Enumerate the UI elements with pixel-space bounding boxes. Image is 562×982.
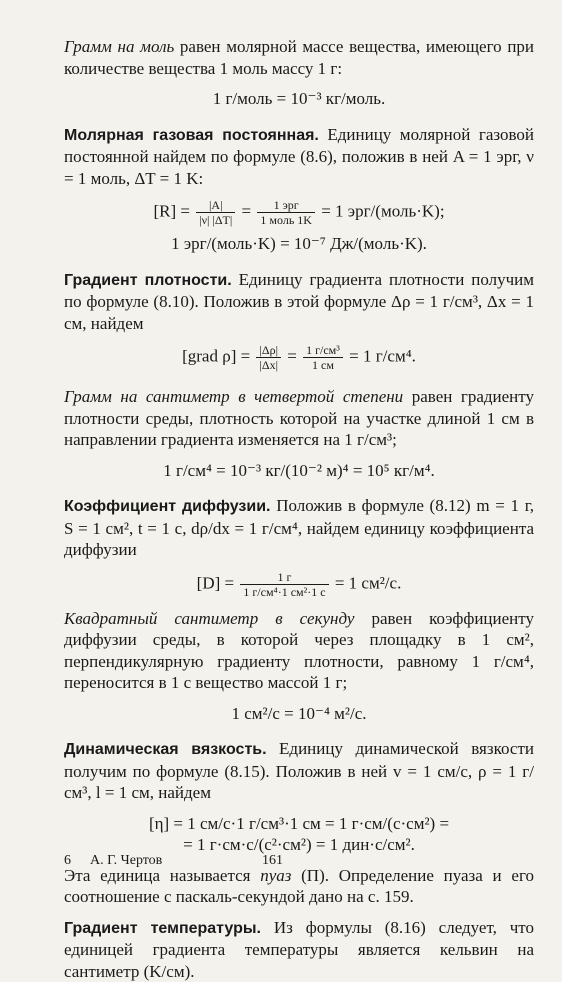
- paragraph-text: Единицу градиента плотности получим по формуле (8.10). Положив в этой формуле Δρ = 1 г/см³, Δx = 1 см, найдем: [64, 270, 534, 333]
- formula-cm2-per-second: 1 см²/с = 10⁻⁴ м²/с.: [64, 703, 534, 725]
- heading-viscosity: Динамическая вязкость.: [64, 741, 267, 758]
- fraction-denominator: 1 г/см⁴·1 см²·1 с: [240, 585, 328, 599]
- formula-part: [R] =: [153, 201, 190, 220]
- paragraph-text: Единицу динамической вязкости получим по формуле (8.15). Положив в ней v = 1 см/с, ρ = 1 г/см³, l = 1 см, найдем: [64, 739, 534, 802]
- formula-part: = 1 эрг/(моль·K);: [321, 201, 444, 220]
- formula-part: [grad ρ] =: [182, 346, 250, 365]
- heading-density-gradient: Градиент плотности.: [64, 272, 232, 289]
- paragraph-gas-constant: [64, 124, 534, 190]
- paragraph-text: равен молярной массе вещества, имеющего при количестве вещества 1 моль массу 1 г:: [64, 37, 534, 78]
- fraction-denominator: |Δx|: [256, 358, 281, 372]
- paragraph-diffusion: [64, 495, 534, 561]
- formula-part: [D] =: [197, 573, 234, 592]
- formula-part: =: [287, 346, 297, 365]
- paragraph-text: Единицу молярной газовой постоянной найдем по формуле (8.6), положив в ней A = 1 эрг, ν = 1 моль, ΔT = 1 K:: [64, 125, 534, 188]
- paragraph-text: равен коэффициенту диффузии среды, в которой через площадку в 1 см², перпендикулярную градиенту плотности, равному 1 г/см⁴, переносится в 1 с вещество массой 1 г;: [64, 609, 534, 693]
- formula-diffusion: [64, 570, 534, 599]
- paragraph-text: равен градиенту плотности среды, плотность которой на участке длиной 1 см в направлении градиента изменяется на 1 г/см³;: [64, 387, 534, 449]
- fraction: [240, 570, 328, 599]
- formula-viscosity-2: = 1 г·см·с/(с²·см²) = 1 дин·с/см².: [64, 834, 534, 856]
- fraction-numerator: |A|: [196, 198, 235, 213]
- heading-gas-constant: Молярная газовая постоянная.: [64, 127, 319, 144]
- heading-diffusion: Коэффициент диффузии.: [64, 498, 271, 515]
- fraction: [196, 198, 235, 227]
- paragraph-gram-per-mole: [64, 36, 534, 79]
- formula-viscosity-1: [η] = 1 см/с·1 г/см³·1 см = 1 г·см/(с·см²) =: [64, 813, 534, 835]
- paragraph-gram-per-cm4: [64, 386, 534, 451]
- paragraph-text: Положив в формуле (8.12) m = 1 г, S = 1 см², t = 1 с, dρ/dx = 1 г/см⁴, найдем единицу коэффициента диффузии: [64, 496, 534, 559]
- formula-gram-per-cm4: 1 г/см⁴ = 10⁻³ кг/(10⁻² м)⁴ = 10⁵ кг/м⁴.: [64, 460, 534, 482]
- fraction-numerator: |Δρ|: [256, 343, 281, 358]
- paragraph-text: (П). Определение пуаза и его соотношение с паскаль-секундой дано на с. 159.: [64, 866, 534, 907]
- paragraph-cm2-per-second: [64, 608, 534, 694]
- term-cm2-per-second: Квадратный сантиметр в секунду: [64, 609, 354, 628]
- footer-author: А. Г. Чертов: [90, 850, 262, 872]
- page-footer: [64, 850, 534, 872]
- formula-density-gradient: [64, 343, 534, 372]
- paragraph-temperature-gradient: [64, 917, 534, 982]
- fraction: [257, 198, 315, 227]
- signature-mark: 6: [64, 850, 90, 872]
- fraction: [303, 343, 343, 372]
- fraction-denominator: 1 см: [303, 358, 343, 372]
- paragraph-text: Из формулы (8.16) следует, что единицей градиента температуры является кельвин на сантиметр (K/см).: [64, 918, 534, 981]
- fraction-denominator: 1 моль 1K: [257, 213, 315, 227]
- formula-part: = 1 см²/с.: [335, 573, 402, 592]
- page-number: 161: [262, 850, 283, 872]
- term-poise: пуаз: [260, 866, 291, 885]
- formula-part: =: [242, 201, 252, 220]
- fraction: [256, 343, 281, 372]
- heading-temperature-gradient: Градиент температуры.: [64, 920, 261, 937]
- paragraph-viscosity: [64, 738, 534, 804]
- fraction-numerator: 1 г: [240, 570, 328, 585]
- fraction-numerator: 1 г/см³: [303, 343, 343, 358]
- fraction-denominator: |ν| |ΔT|: [196, 213, 235, 227]
- formula-gas-constant-si: 1 эрг/(моль·K) = 10⁻⁷ Дж/(моль·K).: [64, 233, 534, 255]
- formula-gram-per-mole: 1 г/моль = 10⁻³ кг/моль.: [64, 88, 534, 110]
- term-gram-per-cm4: Грамм на сантиметр в четвертой степени: [64, 387, 403, 406]
- formula-gas-constant: [64, 198, 534, 227]
- paragraph-density-gradient: [64, 269, 534, 335]
- paragraph-text: Эта единица называется: [64, 866, 260, 885]
- fraction-numerator: 1 эрг: [257, 198, 315, 213]
- formula-part: = 1 г/см⁴.: [349, 346, 416, 365]
- term-gram-per-mole: Грамм на моль: [64, 37, 174, 56]
